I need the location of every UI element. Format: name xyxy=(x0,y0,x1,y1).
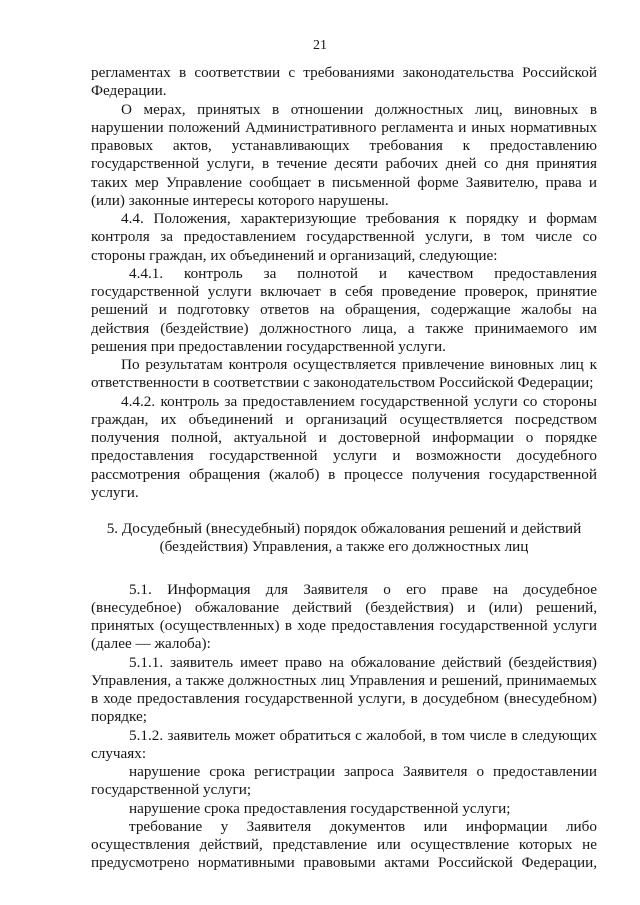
page-number: 21 xyxy=(313,38,327,53)
text-line: предусмотрено нормативными правовыми актами Российской Федерации, xyxy=(91,854,597,872)
text-line: решения при предоставлении государственной услуги. xyxy=(91,337,446,355)
text-line: Федерации. xyxy=(91,82,167,100)
text-line: (или) законные интересы которого нарушены. xyxy=(91,191,389,209)
text-line: нарушении положений Административного регламента и иных нормативных xyxy=(91,118,597,136)
text-line: 5.1. Информация для Заявителя о его праве на досудебное xyxy=(129,580,597,598)
text-line: По результатам контроля осуществляется привлечение виновных лиц к xyxy=(121,356,597,373)
text-line: государственной услуги включает в себя проведение проверок, принятие xyxy=(91,283,597,300)
text-line: нарушение срока предоставления государственной услуги; xyxy=(129,799,511,817)
text-line: 5.1.2. заявитель может обратиться с жалобой, в том числе в следующих xyxy=(129,726,597,744)
text-line: порядке; xyxy=(91,708,147,726)
text-line: принятых (осуществленных) в ходе предоставления государственной услуги xyxy=(91,617,597,634)
text-line: (далее — жалоба): xyxy=(91,635,211,653)
section-4-continuation xyxy=(91,64,597,502)
text-line: получения полной, актуальной и достоверной информации о порядке xyxy=(91,429,597,446)
spacer xyxy=(91,502,597,520)
heading-line: (бездействия) Управления, а также его должностных лиц xyxy=(159,538,529,556)
section-5-body xyxy=(91,581,597,873)
text-line: в ходе предоставления государственной услуги, в досудебном (внесудебном) xyxy=(91,690,597,707)
text-line: нарушение срока регистрации запроса Заявителя о предоставлении xyxy=(129,763,597,780)
text-line: правовых актов, устанавливающих требования к предоставлению xyxy=(91,137,597,154)
text-line: решений и подготовку ответов на обращения, содержащие жалобы на xyxy=(91,301,597,319)
text-line: ответственности в соответствии с законодательством Российской Федерации; xyxy=(91,374,594,392)
text-line: (внесудебное) обжалование действий (бездействия) и (или) решений, xyxy=(91,598,597,616)
text-line: 5.1.1. заявитель имеет право на обжалование действий (бездействия) xyxy=(129,653,597,671)
spacer xyxy=(91,557,597,581)
text-line: стороны граждан, их объединений и организаций, следующие: xyxy=(91,246,498,264)
text-line: действия (бездействие) должностного лица, а также принимаемого им xyxy=(91,319,597,337)
text-line: контроля за предоставлением государственной услуги, в том числе со xyxy=(91,228,597,246)
text-line: 4.4.1. контроль за полнотой и качеством предоставления xyxy=(129,264,597,282)
text-line: государственной услуги; xyxy=(91,781,252,799)
heading-line: 5. Досудебный (внесудебный) порядок обжалования решений и действий xyxy=(106,520,582,537)
text-line: случаях: xyxy=(91,744,147,762)
text-line: граждан, их объединений и организаций осуществляется посредством xyxy=(91,410,597,428)
text-line: регламентах в соответствии с требованиями законодательства Российской xyxy=(91,64,597,81)
text-line: 4.4.2. контроль за предоставлением государственной услуги со стороны xyxy=(121,392,597,410)
text-line: требование у Заявителя документов или информации либо xyxy=(129,817,597,835)
text-line: таких мер Управление сообщает в письменной форме Заявителю, права и xyxy=(91,173,597,191)
text-line: услуги. xyxy=(91,483,139,501)
text-line: рассмотрения обращения (жалоб) в процессе получения государственной xyxy=(91,465,597,483)
text-line: осуществления действий, представление или осуществление которых не xyxy=(91,836,597,853)
text-line: Управления, а также должностных лиц Управления и решений, принимаемых xyxy=(91,671,597,689)
section-5-heading xyxy=(91,520,597,557)
text-line: предоставления государственной услуги и возможности досудебного xyxy=(91,447,597,465)
document-body xyxy=(91,64,597,873)
text-line: 4.4. Положения, характеризующие требования к порядку и формам xyxy=(121,210,597,227)
text-line: государственной услуги, в течение десяти рабочих дней со дня принятия xyxy=(91,155,597,173)
text-line: О мерах, принятых в отношении должностных лиц, виновных в xyxy=(121,100,597,118)
